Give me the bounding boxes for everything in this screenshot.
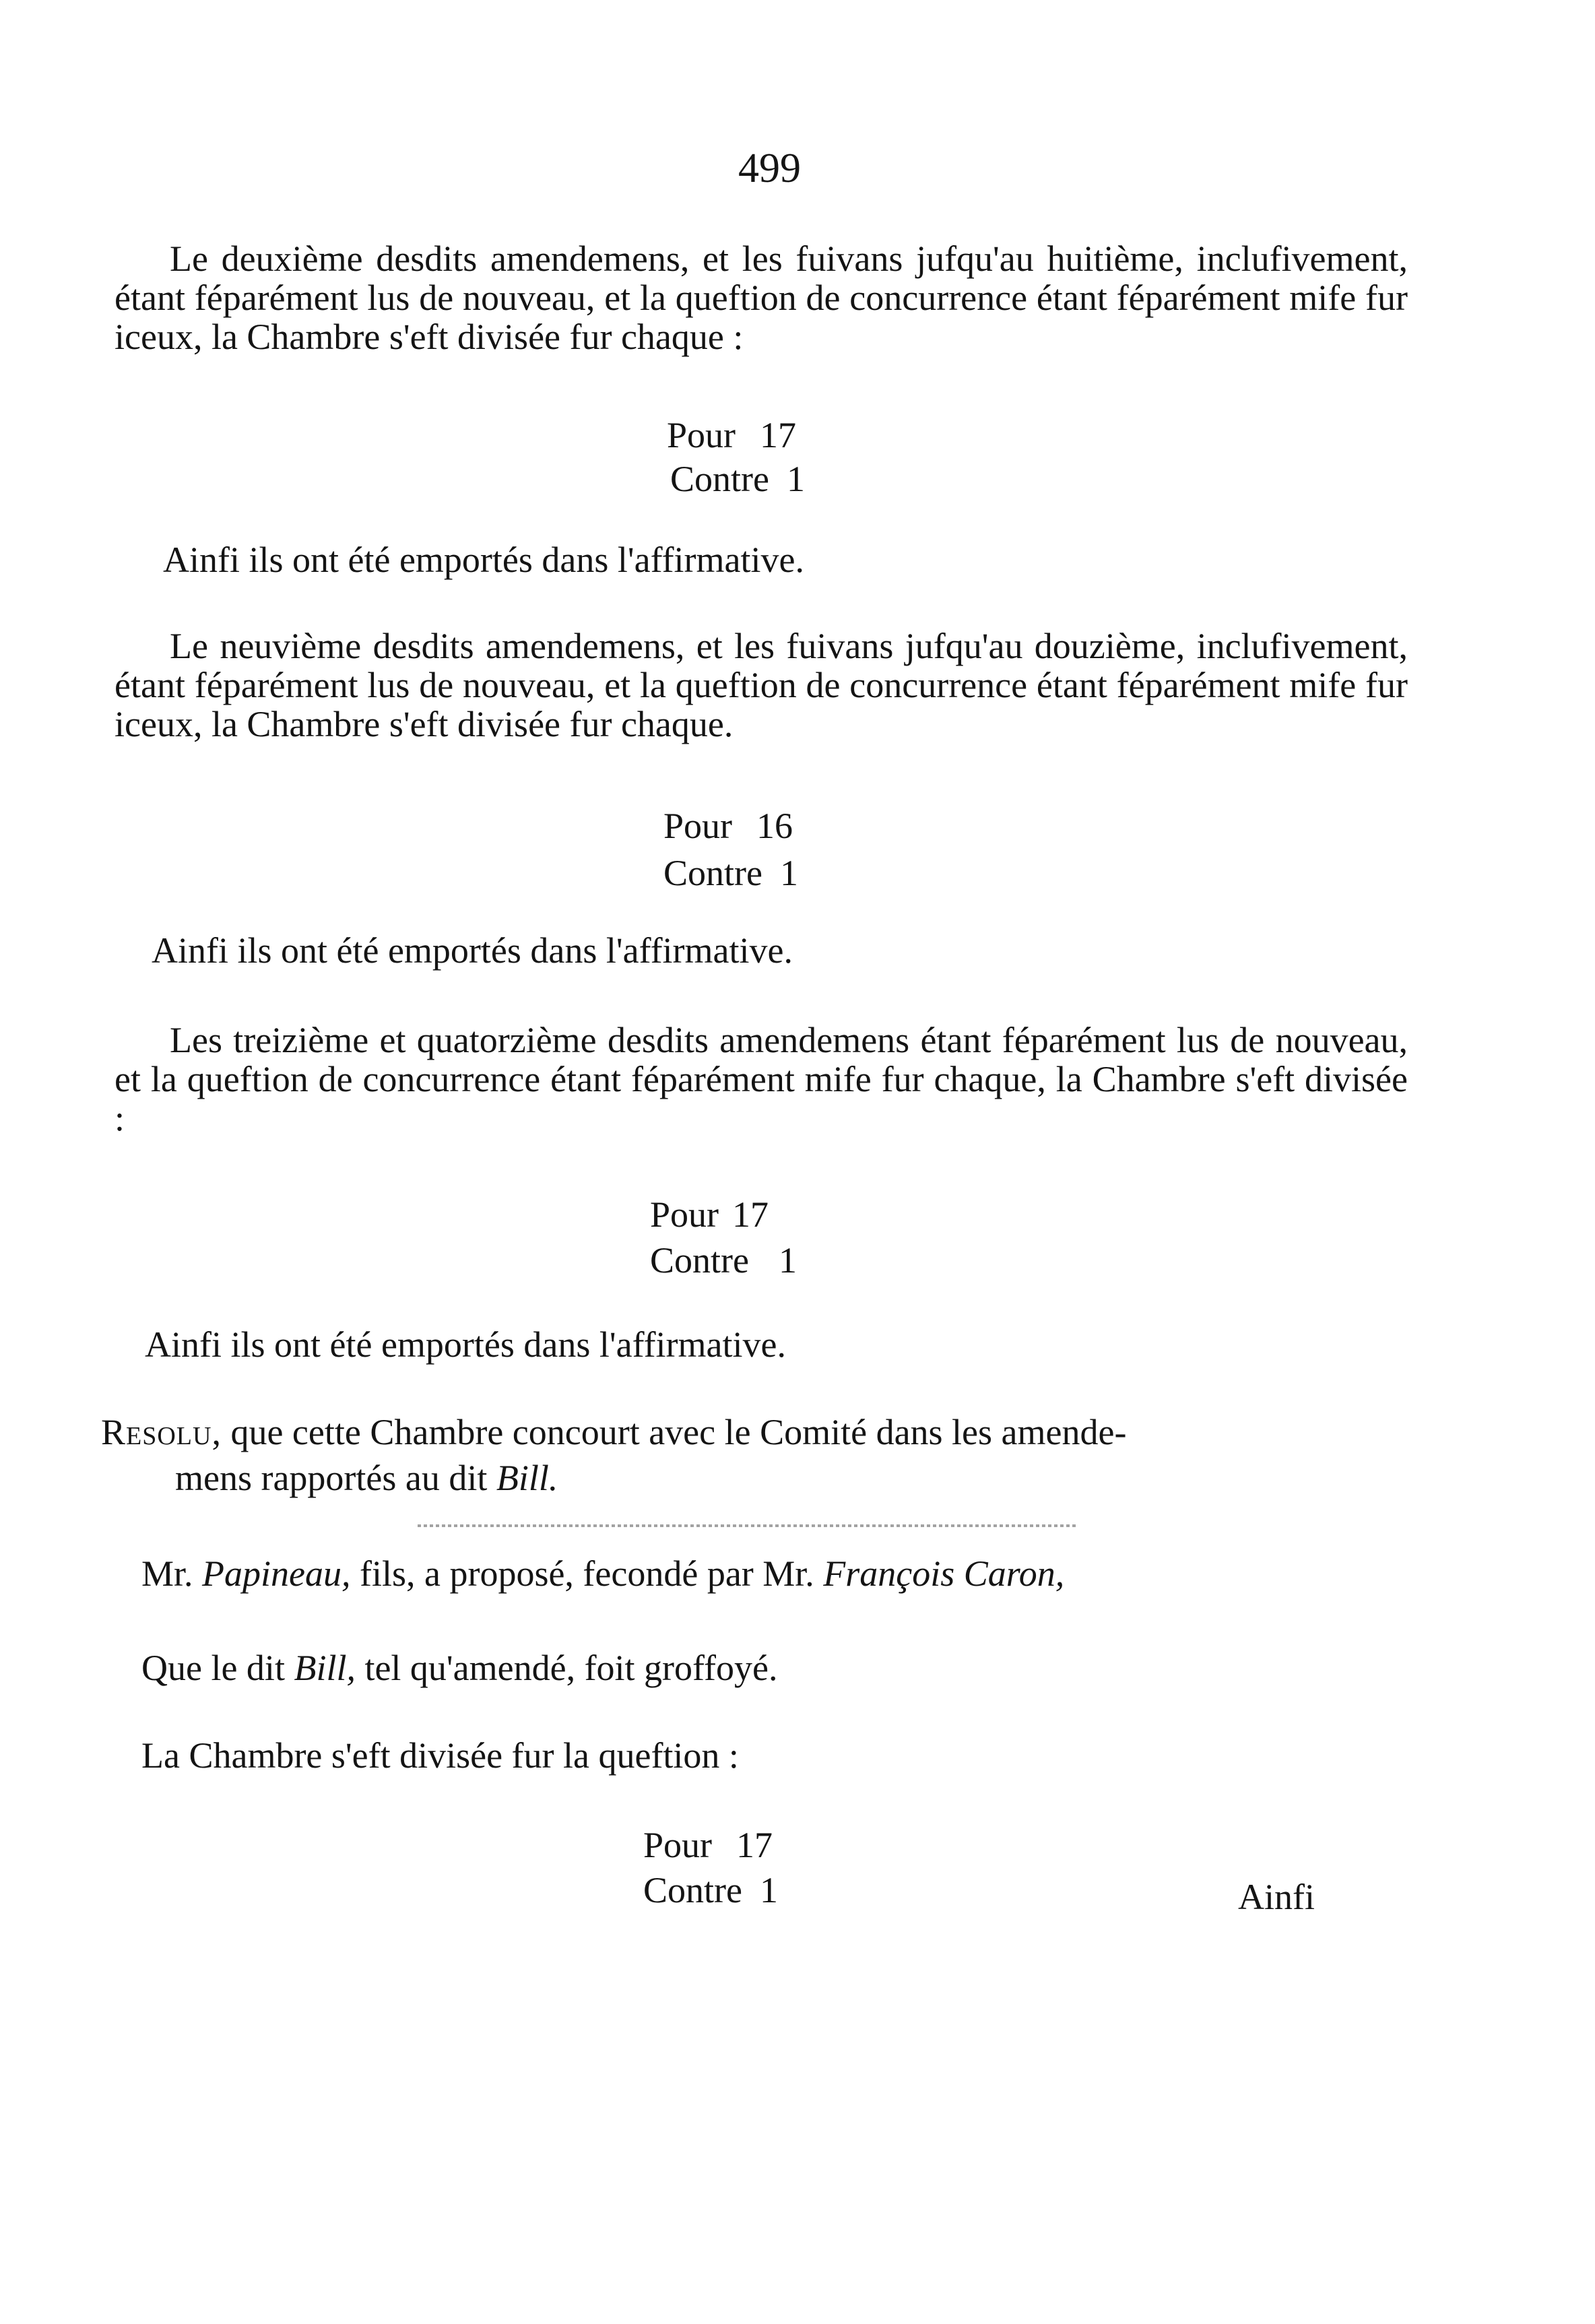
bill-term: Bill. — [496, 1458, 558, 1498]
motion-mr: Mr. — [141, 1553, 193, 1594]
vote-contre-label: Contre — [650, 1240, 749, 1281]
section-divider — [418, 1524, 1078, 1527]
vote-pour — [667, 414, 796, 456]
vote-result: Ainfi ils ont été emportés dans l'affirmative. — [152, 930, 793, 971]
resolution-line-2 — [175, 1457, 558, 1499]
vote-contre — [670, 458, 805, 500]
motion-text: tel qu'amendé, foit groffoyé. — [364, 1648, 778, 1688]
vote-pour-count: 17 — [736, 1825, 773, 1865]
vote-pour-label: Pour — [650, 1194, 719, 1235]
vote-contre — [650, 1239, 797, 1281]
final-vote-pour — [643, 1824, 773, 1866]
paragraph-amendments-13-14: Les treizième et quatorzième desdits amendemens étant féparément lus de nouveau, et la queftion de concurrence étant féparément mife fur chaque, la Chambre s'eft divisée : — [115, 1020, 1408, 1138]
resolution-text: que cette Chambre concourt avec le Comité dans les amende- — [230, 1412, 1127, 1452]
division-line: La Chambre s'eft divisée fur la queftion : — [141, 1735, 739, 1776]
vote-result: Ainfi ils ont été emportés dans l'affirmative. — [163, 540, 804, 580]
vote-pour-label: Pour — [667, 415, 736, 455]
resolution-text: mens rapportés au dit — [175, 1458, 488, 1498]
vote-contre-label: Contre — [663, 853, 762, 893]
paragraph-amendments-2-8: Le deuxième desdits amendemens, et les fuivans jufqu'au huitième, inclufivement, étant féparément lus de nouveau, et la queftion de concurrence étant féparément mife fur iceux, la Chambre s'eft divisée fur chaque : — [115, 238, 1408, 357]
vote-result: Ainfi ils ont été emportés dans l'affirmative. — [145, 1324, 786, 1365]
vote-contre-label: Contre — [670, 459, 769, 499]
bill-term: Bill, — [294, 1648, 356, 1688]
vote-contre-label: Contre — [643, 1870, 742, 1910]
page-number: 499 — [738, 146, 801, 191]
resolution-line-1 — [101, 1411, 1126, 1453]
final-vote-contre — [643, 1869, 778, 1911]
motion-text: Que le dit — [141, 1648, 285, 1688]
resolution-label: Resolu, — [101, 1412, 222, 1452]
paragraph-amendments-9-12: Le neuvième desdits amendemens, et les fuivans jufqu'au douzième, inclufivement, étant féparément lus de nouveau, et la queftion de concurrence étant féparément mife fur iceux, la Chambre s'eft divisée fur chaque. — [115, 626, 1408, 744]
vote-pour-count: 16 — [756, 806, 793, 846]
vote-pour-count: 17 — [760, 415, 797, 455]
motion-text-line — [141, 1647, 778, 1689]
vote-pour-count: 17 — [732, 1194, 769, 1235]
motion-line — [141, 1553, 1064, 1594]
vote-contre-count: 1 — [778, 1240, 797, 1281]
vote-contre-count: 1 — [779, 853, 798, 893]
member-name: François Caron, — [823, 1553, 1065, 1594]
catchword: Ainfi — [1238, 1877, 1315, 1917]
vote-pour-label: Pour — [663, 806, 733, 846]
vote-contre-count: 1 — [759, 1870, 778, 1910]
vote-contre-count: 1 — [786, 459, 805, 499]
vote-contre — [663, 852, 798, 894]
member-name: Papineau, — [202, 1553, 351, 1594]
vote-pour-label: Pour — [643, 1825, 713, 1865]
vote-pour — [663, 805, 793, 847]
motion-text: fils, a proposé, fecondé par Mr. — [360, 1553, 814, 1594]
vote-pour — [650, 1194, 769, 1235]
